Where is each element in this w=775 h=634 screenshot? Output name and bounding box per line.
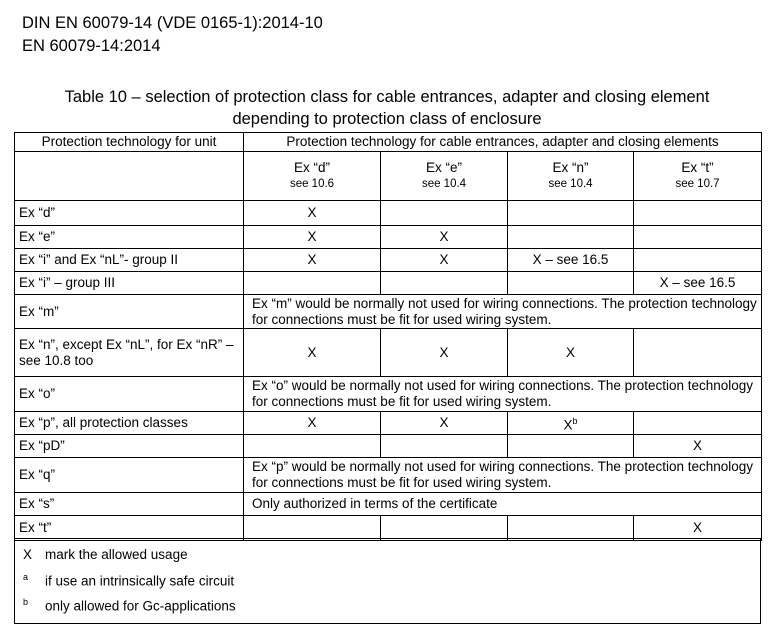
table-row: [15, 458, 762, 493]
footnote-item: [23, 572, 234, 589]
table-header-row: [15, 133, 762, 152]
cell-ex-n: [508, 412, 634, 435]
cell-ex-n: [508, 201, 634, 226]
table-row: [15, 249, 762, 272]
row-label: Ex “o”: [15, 377, 244, 412]
cell-ex-t: [634, 249, 762, 272]
cell-ex-t: X: [634, 516, 762, 541]
row-note: Ex “o” would be normally not used for wiring connections. The protection technology for connections must be fit for used wiring system.: [244, 377, 762, 412]
table-row: [15, 295, 762, 329]
col-ref: see 10.7: [675, 178, 720, 190]
col-header-ex-n: [508, 152, 634, 201]
standard-din-line: DIN EN 60079-14 (VDE 0165-1):2014-10: [22, 14, 323, 32]
cell-ex-d: [244, 272, 381, 295]
standard-en-line: EN 60079-14:2014: [22, 37, 161, 55]
row-label: Ex “s”: [15, 493, 244, 516]
footnote-symbol: b: [23, 597, 29, 607]
footnote-text: mark the allowed usage: [45, 547, 188, 562]
table-row: [15, 412, 762, 435]
cell-ex-n: [508, 435, 634, 458]
cell-ex-t: X: [634, 435, 762, 458]
footnote-text: only allowed for Gc-applications: [45, 598, 236, 614]
col-ref: see 10.6: [289, 178, 335, 190]
row-label: Ex “q”: [15, 458, 244, 493]
column-subheader-row: [15, 152, 762, 201]
cell-ex-d: [244, 435, 381, 458]
footnote-item: [23, 547, 188, 562]
row-note: Only authorized in terms of the certificate: [244, 493, 762, 516]
cell-ex-n: [508, 516, 634, 541]
cell-ex-d: [244, 516, 381, 541]
table-row: [15, 201, 762, 226]
row-label: Ex “e”: [15, 226, 244, 249]
row-label: Ex “i” and Ex “nL”- group II: [15, 249, 244, 272]
table-title: [14, 86, 760, 130]
cell-ex-e: X: [381, 412, 508, 435]
table-row: [15, 493, 762, 516]
col-ref: see 10.4: [548, 178, 593, 190]
row-label: Ex “d”: [15, 201, 244, 226]
cell-ex-d: X: [244, 249, 381, 272]
col-header-ex-t: [634, 152, 762, 201]
footnotes-box: [14, 538, 761, 624]
row-label: Ex “t”: [15, 516, 244, 541]
row-label: Ex “m”: [15, 295, 244, 329]
row-label: Ex “pD”: [15, 435, 244, 458]
col-header-ex-d: [244, 152, 381, 201]
protection-class-table: [14, 132, 762, 541]
table-row: [15, 226, 762, 249]
col-name: Ex “t”: [681, 160, 714, 175]
cell-ex-t: [634, 329, 762, 377]
cell-ex-t: [634, 412, 762, 435]
row-note: Ex “p” would be normally not used for wiring connections. The protection technology for connections must be fit for used wiring system.: [244, 458, 762, 493]
table-title-line-1: Table 10 – selection of protection class for cable entrances, adapter and closing element: [64, 88, 710, 106]
table-title-line-2: depending to protection class of enclosure: [232, 110, 542, 128]
footnote-symbol: X: [23, 547, 33, 562]
footnote-symbol: a: [23, 572, 29, 582]
footnote-marker: b: [572, 415, 578, 426]
empty-header-cell: [15, 152, 244, 201]
cell-ex-n: [508, 226, 634, 249]
row-note: Ex “m” would be normally not used for wiring connections. The protection technology for connections must be fit for used wiring system.: [244, 295, 762, 329]
cell-ex-n: X – see 16.5: [508, 249, 634, 272]
cell-ex-d: X: [244, 412, 381, 435]
cell-ex-e: [381, 201, 508, 226]
cell-ex-t: X – see 16.5: [634, 272, 762, 295]
cell-ex-e: X: [381, 329, 508, 377]
table-row: [15, 516, 762, 541]
cell-ex-n: [508, 272, 634, 295]
cell-ex-n: X: [508, 329, 634, 377]
cell-ex-e: [381, 435, 508, 458]
cell-ex-d: X: [244, 201, 381, 226]
standard-header: [22, 12, 323, 58]
cell-ex-d: X: [244, 226, 381, 249]
col-ref: see 10.4: [421, 178, 467, 190]
col-name: Ex “d”: [293, 160, 330, 175]
table-row: [15, 272, 762, 295]
cell-ex-e: [381, 272, 508, 295]
table-row: [15, 377, 762, 412]
row-label: Ex “i” – group III: [15, 272, 244, 295]
row-label: Ex “p”, all protection classes: [15, 412, 244, 435]
cell-value: X: [563, 417, 573, 433]
table-row: [15, 329, 762, 377]
footnote-text: if use an intrinsically safe circuit: [45, 573, 235, 589]
footnote-item: [23, 597, 236, 614]
table-row: [15, 435, 762, 458]
cell-ex-e: X: [381, 226, 508, 249]
cell-ex-e: X: [381, 249, 508, 272]
col-name: Ex “n”: [552, 160, 589, 175]
row-label: Ex “n”, except Ex “nL”, for Ex “nR” – see 10.8 too: [15, 329, 244, 377]
col-header-ex-e: [381, 152, 508, 201]
cell-ex-d: X: [244, 329, 381, 377]
cell-ex-t: [634, 226, 762, 249]
col-name: Ex “e”: [425, 160, 462, 175]
cable-entrance-group-header: Protection technology for cable entrances, adapter and closing elements: [244, 133, 762, 152]
unit-column-header: Protection technology for unit: [15, 133, 244, 152]
cell-ex-t: [634, 201, 762, 226]
cell-ex-e: [381, 516, 508, 541]
